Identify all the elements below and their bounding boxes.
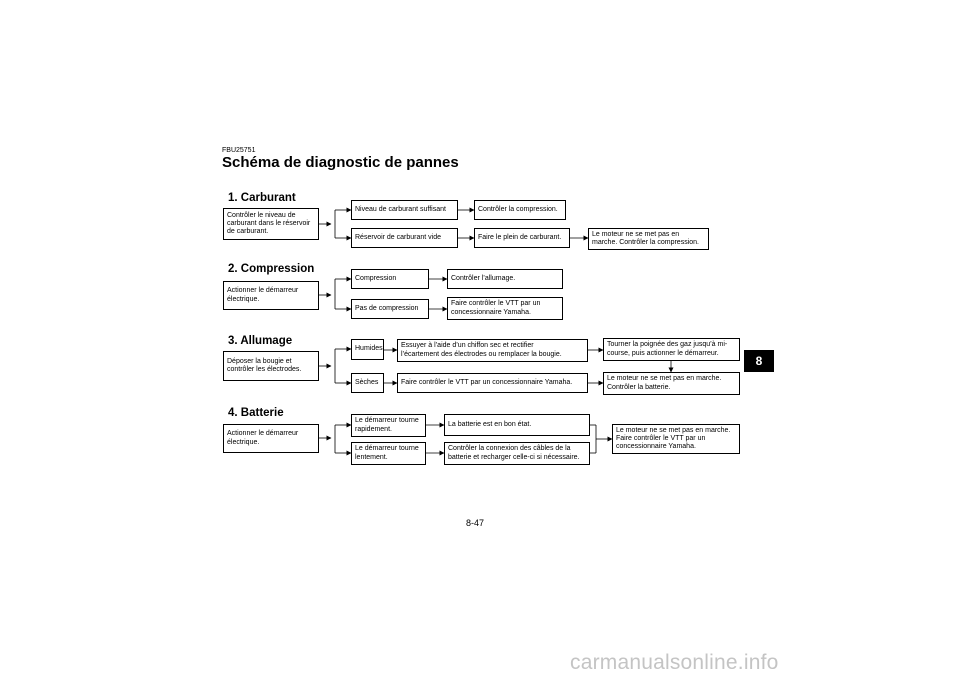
section-title-batterie: 4. Batterie — [228, 407, 284, 419]
flow-box: Faire contrôler le VTT par un concessionnaire Yamaha. — [447, 297, 563, 320]
document-code: FBU25751 — [222, 147, 256, 154]
flow-box: Compression — [351, 269, 429, 289]
flow-box: Faire le plein de carburant. — [474, 228, 570, 248]
flow-box: Réservoir de carburant vide — [351, 228, 458, 248]
flow-box: Sèches — [351, 373, 384, 393]
flow-box: Humides — [351, 339, 384, 360]
flow-box: Contrôler l’allumage. — [447, 269, 563, 289]
flow-box: Pas de compression — [351, 299, 429, 319]
flow-box: Contrôler le niveau de carburant dans le réservoir de carburant. — [223, 208, 319, 240]
section-title-allumage: 3. Allumage — [228, 335, 293, 347]
section-title-carburant: 1. Carburant — [228, 192, 296, 204]
flow-box: Niveau de carburant suffisant — [351, 200, 458, 220]
page-number: 8-47 — [466, 518, 485, 528]
flow-box: Faire contrôler le VTT par un concessionnaire Yamaha. — [397, 373, 588, 393]
flow-box: Contrôler la connexion des câbles de la batterie et recharger celle-ci si nécessaire. — [444, 442, 590, 465]
flow-box: Actionner le démarreur électrique. — [223, 424, 319, 453]
flow-box: Tourner la poignée des gaz jusqu’à mi- course, puis actionner le démarreur. — [603, 338, 740, 361]
chapter-tab: 8 — [744, 350, 774, 372]
flow-box: Le moteur ne se met pas en marche. Faire contrôler le VTT par un concessionnaire Yamaha. — [612, 424, 740, 454]
watermark: carmanualsonline.info — [570, 651, 779, 674]
flow-box: Le démarreur tourne lentement. — [351, 442, 426, 465]
flow-box: Le moteur ne se met pas en marche. Contrôler la compression. — [588, 228, 709, 250]
flow-box: La batterie est en bon état. — [444, 414, 590, 436]
flow-box: Le démarreur tourne rapidement. — [351, 414, 426, 437]
page-title: Schéma de diagnostic de pannes — [222, 154, 459, 171]
flow-box: Déposer la bougie et contrôler les électrodes. — [223, 351, 319, 381]
section-title-compression: 2. Compression — [228, 263, 315, 275]
flow-box: Contrôler la compression. — [474, 200, 566, 220]
flow-box: Le moteur ne se met pas en marche. Contrôler la batterie. — [603, 372, 740, 395]
flow-box: Actionner le démarreur électrique. — [223, 281, 319, 310]
flow-box: Essuyer à l’aide d’un chiffon sec et rectifier l’écartement des électrodes ou remplacer la bougie. — [397, 339, 588, 362]
